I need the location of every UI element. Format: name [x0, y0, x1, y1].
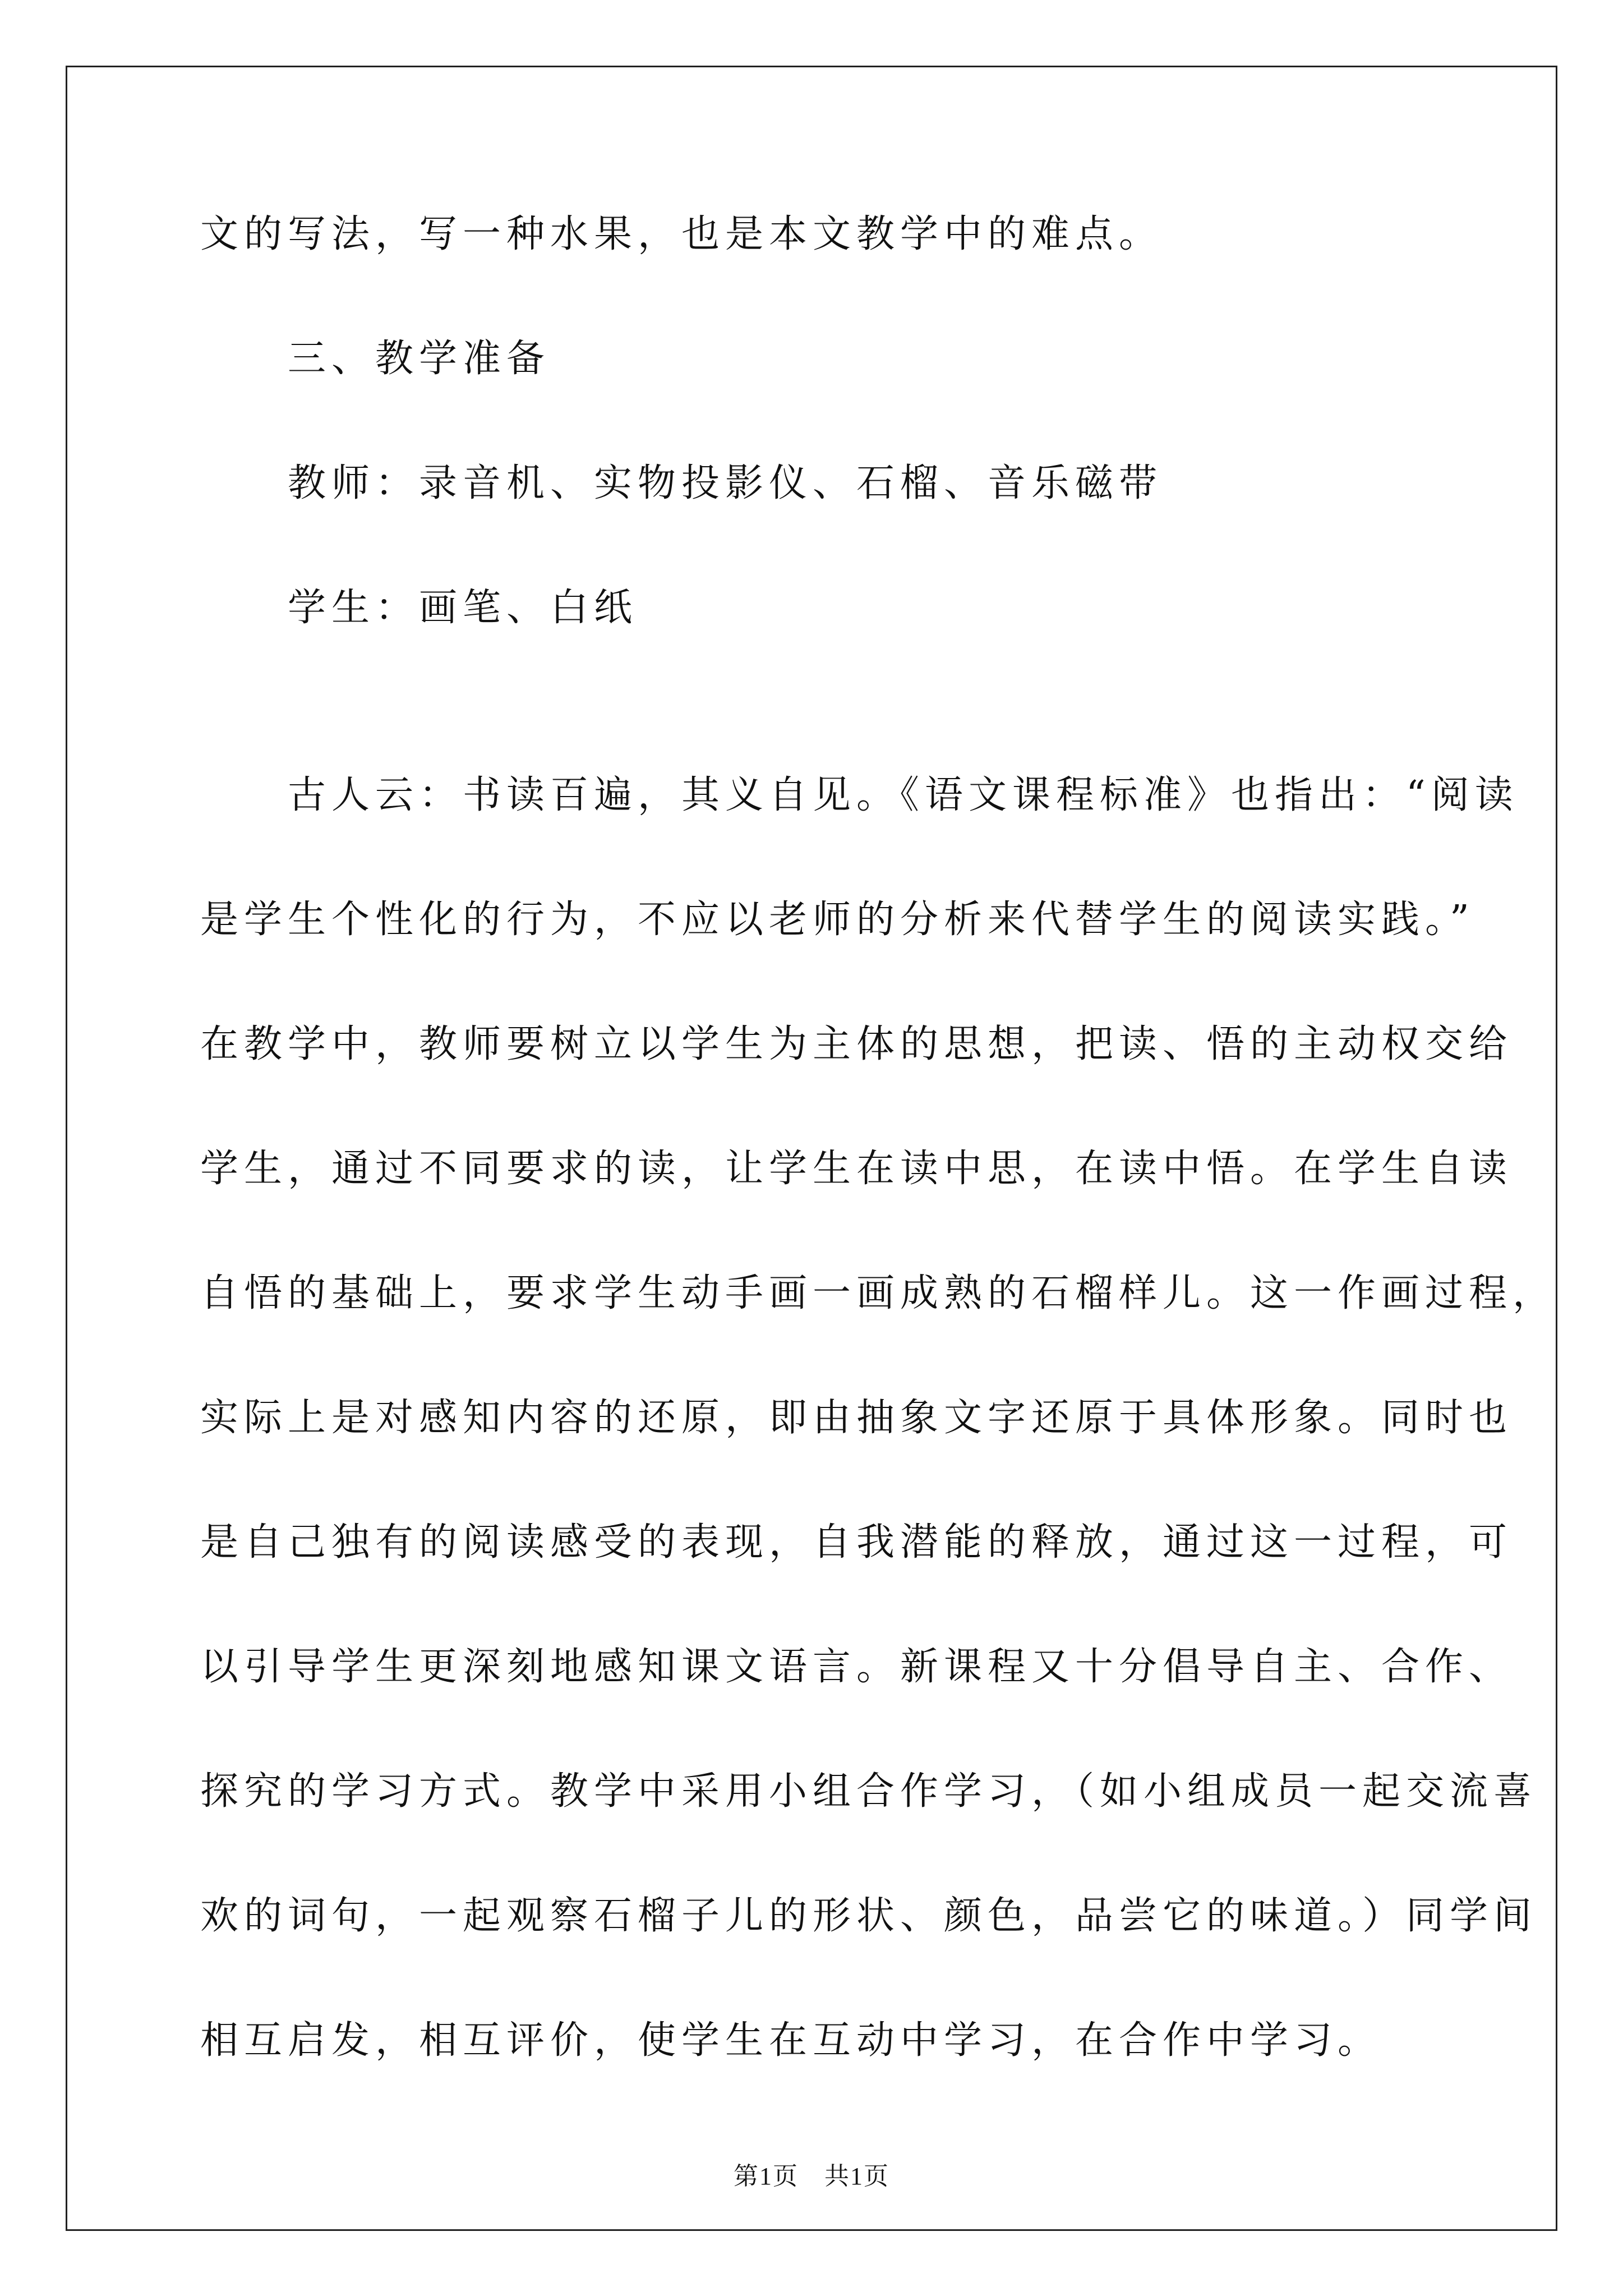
- text-line: 实际上是对感知内容的还原，即由抽象文字还原于具体形象。同时也: [200, 1396, 1513, 1440]
- text-line: 探究的学习方式。教学中采用小组合作学习，（如小组成员一起交流喜: [200, 1769, 1538, 1814]
- page-footer: 第1页 共1页: [734, 2162, 889, 2190]
- text-line: 教师：录音机、实物投影仪、石榴、音乐磁带: [200, 461, 1163, 505]
- text-line: 相互启发，相互评价，使学生在互动中学习，在合作中学习。: [200, 2018, 1382, 2063]
- section-heading: 三、教学准备: [200, 337, 551, 381]
- text-line: 在教学中，教师要树立以学生为主体的思想，把读、悟的主动权交给: [200, 1022, 1513, 1066]
- text-line: 文的写法，写一种水果，也是本文教学中的难点。: [200, 212, 1163, 256]
- text-line: 是自己独有的阅读感受的表现，自我潜能的释放，通过这一过程，可: [200, 1520, 1513, 1565]
- text-line: 是学生个性化的行为，不应以老师的分析来代替学生的阅读实践。”: [200, 898, 1475, 942]
- text-line: 学生：画笔、白纸: [200, 586, 638, 630]
- text-line: 自悟的基础上，要求学生动手画一画成熟的石榴样儿。这一作画过程，: [200, 1271, 1557, 1315]
- text-line: 欢的词句，一起观察石榴子儿的形状、颜色，品尝它的味道。）同学间: [200, 1894, 1538, 1938]
- text-line: 以引导学生更深刻地感知课文语言。新课程又十分倡导自主、合作、: [200, 1645, 1513, 1689]
- text-line: 学生，通过不同要求的读，让学生在读中思，在读中悟。在学生自读: [200, 1147, 1513, 1191]
- text-line: 古人云：书读百遍，其义自见。《语文课程标准》也指出：“阅读: [200, 773, 1519, 817]
